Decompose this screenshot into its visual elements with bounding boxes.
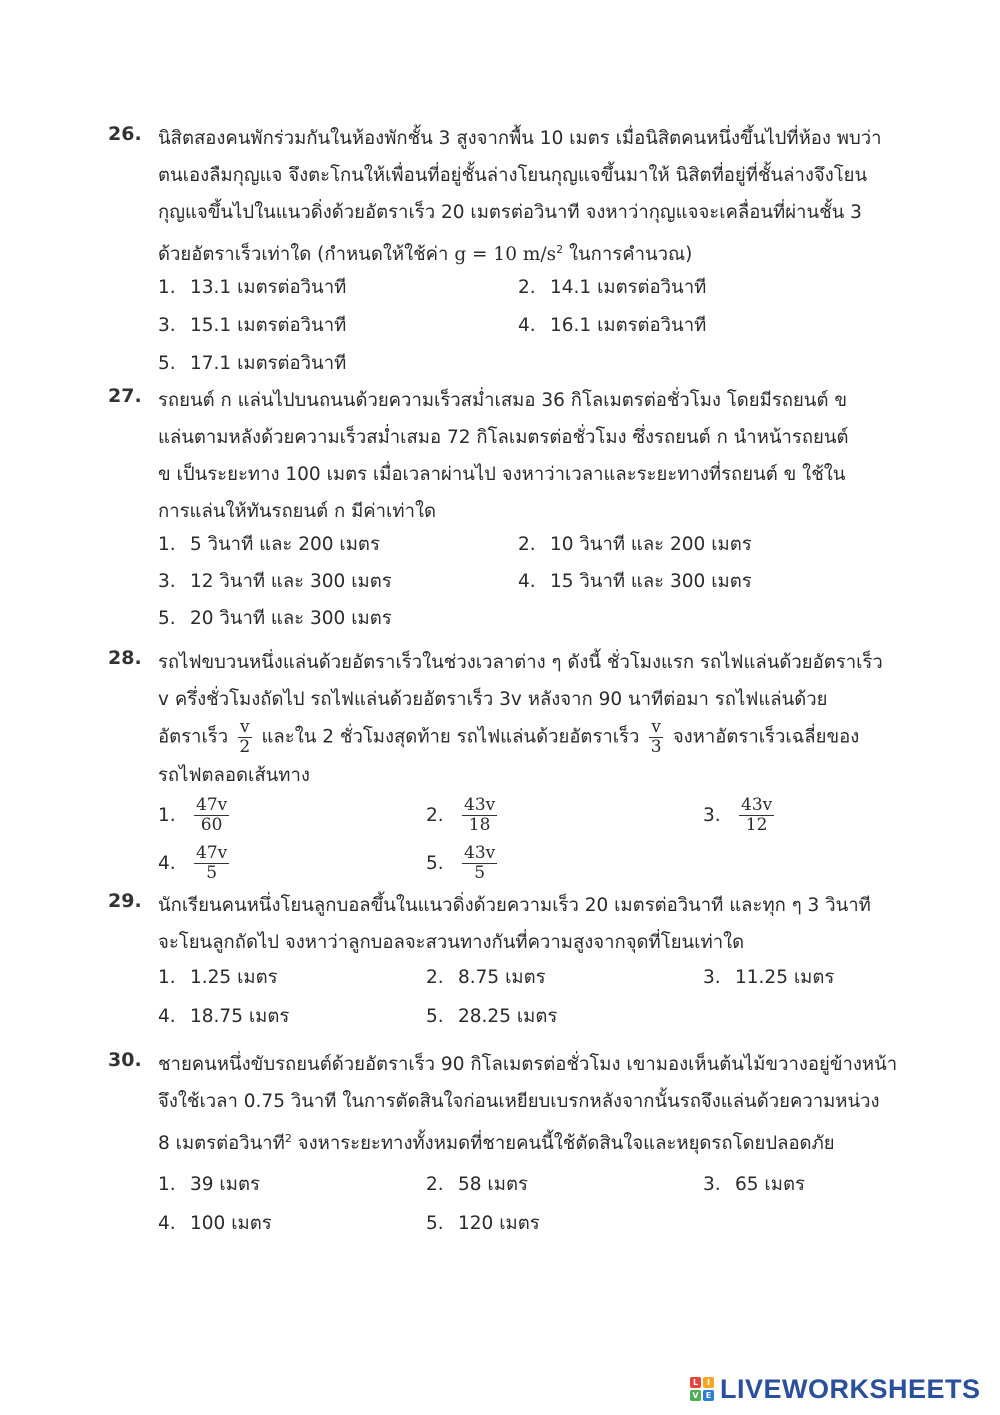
question-number: 29.: [108, 890, 142, 912]
option-5[interactable]: 5. 28.25 เมตร: [426, 1006, 558, 1027]
option-4[interactable]: 4. 100 เมตร: [158, 1213, 272, 1235]
question-30: [108, 1046, 900, 1235]
option-3[interactable]: 3. 15.1 เมตรต่อวินาที: [158, 315, 347, 337]
question-27: [108, 382, 900, 629]
mark-letter: I: [703, 1377, 714, 1388]
question-text: รถไฟขบวนหนึ่งแล่นด้วยอัตราเร็วในช่วงเวลาต่าง ๆ ดังนี้ ชั่วโมงแรก รถไฟแล่นด้วยอัตราเร็ว v ครึ่งชั่วโมงถัดไป รถไฟแล่นด้วยอัตราเร็ว 3v หลังจาก 90 นาทีต่อมา รถไฟแล่นด้วย อัตราเร็ว $\frac{v}{2}$ และใน 2 ชั่วโมงสุดท้าย รถไฟแล่นด้วยอัตราเร็ว $\frac{v}{3}$ จงหาอัตราเร็วเฉลี่ยของ รถไฟตลอดเส้นทาง: [158, 652, 883, 786]
option-2[interactable]: 2. 8.75 เมตร: [426, 967, 546, 988]
question-26: [108, 120, 900, 375]
option-1[interactable]: 1. $\frac{47v}{60}$: [158, 795, 228, 835]
option-5[interactable]: 5. 17.1 เมตรต่อวินาที: [158, 353, 347, 375]
question-text: รถยนต์ ก แล่นไปบนถนนด้วยความเร็วสม่ำเสมอ 36 กิโลเมตรต่อชั่วโมง โดยมีรถยนต์ ข แล่นตามหลังด้วยความเร็วสม่ำเสมอ 72 กิโลเมตรต่อชั่วโมง ซึ่งรถยนต์ ก นำหน้ารถยนต์ ข เป็นระยะทาง 100 เมตร เมื่อเวลาผ่านไป จงหาว่าเวลาและระยะทางที่รถยนต์ ข ใช้ใน การแล่นให้ทันรถยนต์ ก มีค่าเท่าใด: [158, 390, 849, 522]
option-3[interactable]: 3. 65 เมตร: [703, 1174, 805, 1196]
option-1[interactable]: 1. 5 วินาที และ 200 เมตร: [158, 534, 380, 555]
question-number: 30.: [108, 1049, 142, 1071]
fraction-v-over-3: $\frac{v}{3}$: [650, 717, 662, 757]
option-5[interactable]: 5. $\frac{43v}{5}$: [426, 843, 496, 883]
question-28: [108, 644, 900, 883]
fraction-v-over-2: $\frac{v}{2}$: [239, 717, 251, 757]
liveworksheets-logo[interactable]: [690, 1374, 981, 1404]
option-2[interactable]: 2. 14.1 เมตรต่อวินาที: [518, 277, 707, 299]
option-3[interactable]: 3. 11.25 เมตร: [703, 967, 835, 988]
option-2[interactable]: 2. 58 เมตร: [426, 1174, 528, 1196]
question-number: 28.: [108, 647, 142, 669]
liveworksheets-mark-icon: [690, 1377, 714, 1401]
mark-letter: V: [690, 1390, 701, 1401]
option-3[interactable]: 3. $\frac{43v}{12}$: [703, 795, 773, 835]
question-29: [108, 887, 900, 1027]
option-1[interactable]: 1. 39 เมตร: [158, 1174, 260, 1196]
brand-name: LIVEWORKSHEETS: [720, 1373, 981, 1404]
option-5[interactable]: 5. 120 เมตร: [426, 1213, 540, 1235]
option-4[interactable]: 4. 15 วินาที และ 300 เมตร: [518, 571, 752, 592]
option-4[interactable]: 4. 16.1 เมตรต่อวินาที: [518, 315, 707, 337]
option-4[interactable]: 4. $\frac{47v}{5}$: [158, 843, 228, 883]
mark-letter: L: [690, 1377, 701, 1388]
question-text: นักเรียนคนหนึ่งโยนลูกบอลขึ้นในแนวดิ่งด้วยความเร็ว 20 เมตรต่อวินาที และทุก ๆ 3 วินาที จะโยนลูกถัดไป จงหาว่าลูกบอลจะสวนทางกันที่ความสูงจากจุดที่โยนเท่าใด: [158, 895, 871, 953]
question-text: ชายคนหนึ่งขับรถยนต์ด้วยอัตราเร็ว 90 กิโลเมตรต่อชั่วโมง เขามองเห็นต้นไม้ขวางอยู่ข้างหน้า จึงใช้เวลา 0.75 วินาที ในการตัดสินใจก่อนเหยียบเบรกหลังจากนั้นรถจึงแล่นด้วยความหน่วง 8 เมตรต่อวินาที$^2$ จงหาระยะทางทั้งหมดที่ชายคนนี้ใช้ตัดสินใจและหยุดรถโดยปลอดภัย: [158, 1054, 898, 1155]
option-2[interactable]: 2. 10 วินาที และ 200 เมตร: [518, 534, 752, 555]
option-5[interactable]: 5. 20 วินาที และ 300 เมตร: [158, 608, 392, 629]
question-number: 26.: [108, 123, 142, 145]
option-1[interactable]: 1. 13.1 เมตรต่อวินาที: [158, 277, 347, 299]
question-number: 27.: [108, 385, 142, 407]
option-4[interactable]: 4. 18.75 เมตร: [158, 1006, 290, 1027]
mark-letter: E: [703, 1390, 714, 1401]
option-3[interactable]: 3. 12 วินาที และ 300 เมตร: [158, 571, 392, 592]
question-text: นิสิตสองคนพักร่วมกันในห้องพักชั้น 3 สูงจากพื้น 10 เมตร เมื่อนิสิตคนหนึ่งขึ้นไปที่ห้อง พบว่า ตนเองลืมกุญแจ จึงตะโกนให้เพื่อนที่อยู่ชั้นล่างโยนกุญแจขึ้นมาให้ นิสิตที่อยู่ที่ชั้นล่างจึงโยน กุญแจขึ้นไปในแนวดิ่งด้วยอัตราเร็ว 20 เมตรต่อวินาที จงหาว่ากุญแจจะเคลื่อนที่ผ่านชั้น 3 ด้วยอัตราเร็วเท่าใด (กำหนดให้ใช้ค่า g = 10 $m/s^2$ ในการคำนวณ): [158, 128, 882, 266]
option-2[interactable]: 2. $\frac{43v}{18}$: [426, 795, 496, 835]
option-1[interactable]: 1. 1.25 เมตร: [158, 967, 278, 988]
